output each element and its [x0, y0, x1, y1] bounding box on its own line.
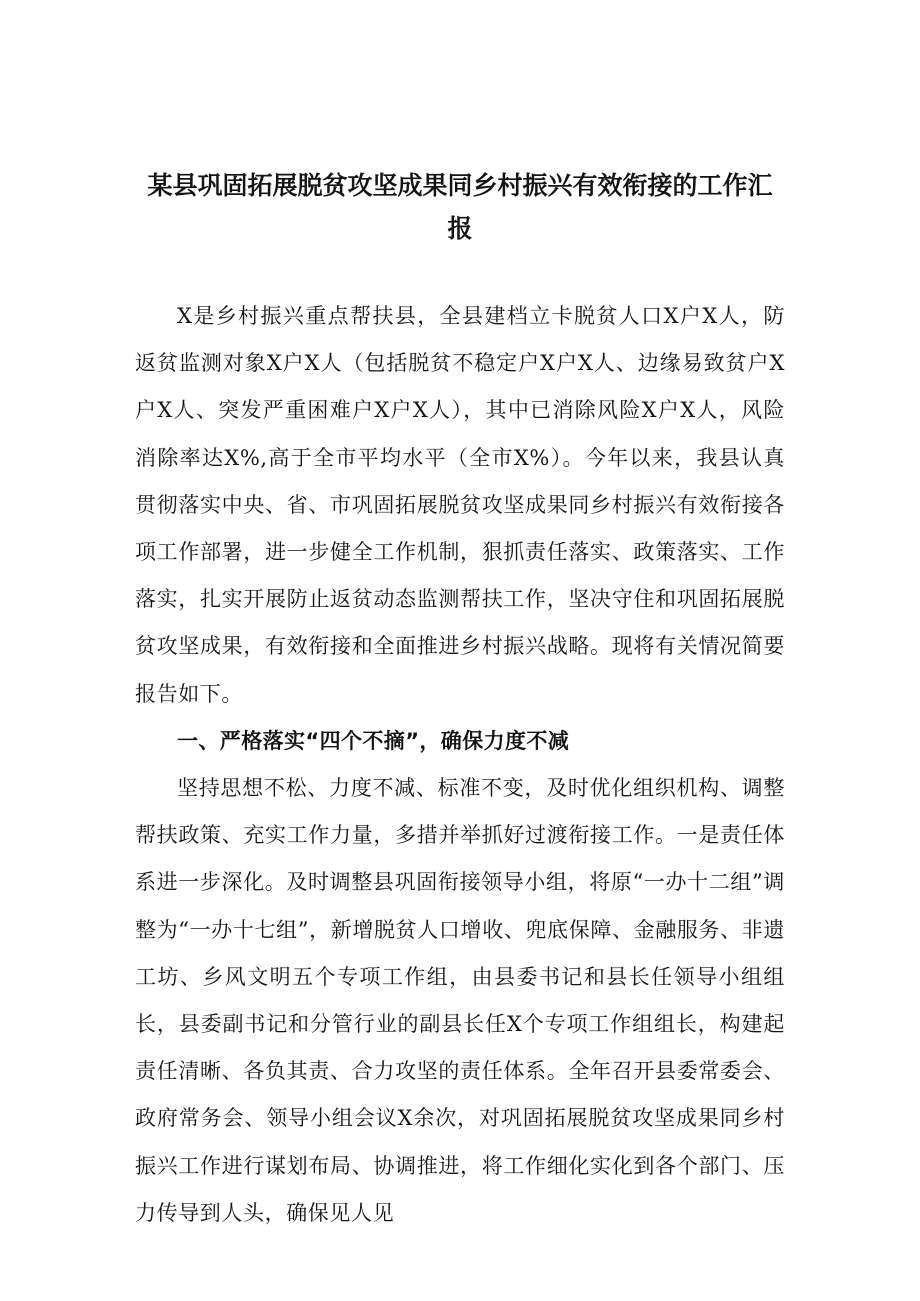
- document-title-line-2: 报: [447, 214, 473, 243]
- intro-paragraph: X是乡村振兴重点帮扶县，全县建档立卡脱贫人口X户X人，防返贫监测对象X户X人（包括脱贫不稳定户X户X人、边缘易致贫户X户X人、突发严重困难户X户X人），其中已消除风险X户X人，风险消除率达X%,高于全市平均水平（全市X%）。今年以来，我县认真贯彻落实中央、省、市巩固拓展脱贫攻坚成果同乡村振兴有效衔接各项工作部署，进一步健全工作机制，狠抓责任落实、政策落实、工作落实，扎实开展防止返贫动态监测帮扶工作，坚决守住和巩固拓展脱贫攻坚成果，有效衔接和全面推进乡村振兴战略。现将有关情况简要报告如下。: [135, 304, 785, 706]
- section-heading-1: 一、严格落实“四个不摘”，确保力度不减: [177, 728, 570, 753]
- document-title-line-1: 某县巩固拓展脱贫攻坚成果同乡村振兴有效衔接的工作汇: [147, 171, 773, 200]
- section-1-paragraph: 坚持思想不松、力度不减、标准不变，及时优化组织机构、调整帮扶政策、充实工作力量，多措并举抓好过渡衔接工作。一是责任体系进一步深化。及时调整县巩固衔接领导小组，将原“一办十二组”调整为“一办十七组”，新增脱贫人口增收、兜底保障、金融服务、非遗工坊、乡风文明五个专项工作组，由县委书记和县长任领导小组组长，县委副书记和分管行业的副县长任X个专项工作组组长，构建起责任清晰、各负其责、合力攻坚的责任体系。全年召开县委常委会、政府常务会、领导小组会议X余次，对巩固拓展脱贫攻坚成果同乡村振兴工作进行谋划布局、协调推进，将工作细化实化到各个部门、压力传导到人头，确保见人见: [135, 776, 785, 1225]
- document-body: [135, 293, 785, 1237]
